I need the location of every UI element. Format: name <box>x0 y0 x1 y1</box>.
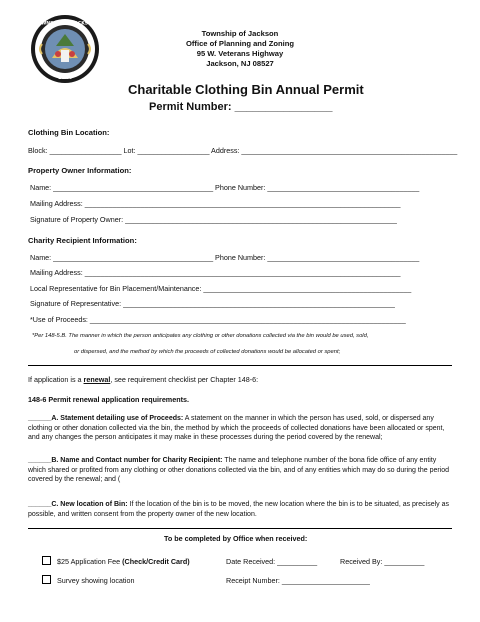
proceeds-note-line-1: *Per 148-5.B. The manner in which the person anticipates any clothing or other donations collected via the bin would be used, sold, <box>32 333 369 339</box>
use-of-proceeds-row[interactable]: *Use of Proceeds: _______________________________________________________________________________ <box>30 315 406 324</box>
fee-label <box>57 557 190 566</box>
renewal-item-c[interactable] <box>28 500 452 519</box>
renewal-intro <box>28 375 258 384</box>
seal-top-text: TOWNSHIP OF JACKSON <box>34 21 96 27</box>
header-line-4: Jackson, NJ 08527 <box>206 59 274 68</box>
charity-name-phone-row[interactable]: Name: ________________________________________ Phone Number: ______________________________________ <box>30 253 420 262</box>
receipt-number-field[interactable]: Receipt Number: ______________________ <box>226 576 370 585</box>
section-divider <box>28 365 452 366</box>
item-b-label: ______B. Name and Contact number for Charity Recipient: <box>28 457 223 464</box>
office-heading: To be completed by Office when received: <box>164 534 308 543</box>
proceeds-note-line-2: or dispersed, and the method by which the proceeds of collected donations would be allocated or spent; <box>74 349 341 355</box>
header-line-2: Office of Planning and Zoning <box>186 39 294 48</box>
seal-graphic <box>30 14 100 84</box>
fee-checkbox[interactable] <box>42 556 51 565</box>
item-b-text: The name and telephone number of the bona fide office of any entity which shared or profited from any clothing or other donations collected via the bin, and of any entities which may do so during the period covered by the renewal; and ( <box>28 457 450 484</box>
permit-number-field[interactable]: Permit Number: ________________ <box>149 101 333 113</box>
fee-label-bold: (Check/Credit Card) <box>122 557 190 566</box>
charity-mailing-row[interactable]: Mailing Address: _______________________________________________________________________________ <box>30 268 401 277</box>
date-received-field[interactable]: Date Received: __________ <box>226 557 318 566</box>
renewal-intro-before: If application is a <box>28 375 84 384</box>
renewal-requirements-heading: 148-6 Permit renewal application requirements. <box>28 395 189 404</box>
owner-signature-row[interactable]: Signature of Property Owner: ____________________________________________________________________ <box>30 215 397 224</box>
item-c-label: ______C. New location of Bin: <box>28 501 128 508</box>
property-owner-heading: Property Owner Information: <box>28 166 132 175</box>
item-a-text: A statement on the manner in which the person has used, sold, or dispersed any clothing or other donation collected via the bin, the method by which the proceeds of collected donations have been allocated or spent, and any changes the person anticipates it may make in these processes during the period covered by the renewal; <box>28 415 445 442</box>
item-c-text: If the location of the bin is to be moved, the new location where the bin is to be situated, as precisely as possible, and written consent from the property owner of the new location. <box>28 501 450 518</box>
owner-mailing-row[interactable]: Mailing Address: _______________________________________________________________________________ <box>30 199 401 208</box>
header-line-3: 95 W. Veterans Highway <box>196 49 284 58</box>
survey-checkbox[interactable] <box>42 575 51 584</box>
item-a-label: ______A. Statement detailing use of Proceeds: <box>28 415 184 422</box>
clothing-bin-location-row[interactable]: Block: __________________ Lot: __________________ Address: ______________________________________________________ <box>28 146 458 155</box>
charity-signature-row[interactable]: Signature of Representative: ____________________________________________________________________ <box>30 299 395 308</box>
renewal-item-b[interactable] <box>28 456 452 485</box>
renewal-intro-after: , see requirement checklist per Chapter 148-6: <box>110 375 259 384</box>
clothing-bin-heading: Clothing Bin Location: <box>28 128 110 137</box>
renewal-item-a[interactable] <box>28 414 452 443</box>
survey-label: Survey showing location <box>57 576 135 585</box>
seal-year: 1844 <box>58 75 72 81</box>
form-title: Charitable Clothing Bin Annual Permit <box>128 82 364 97</box>
fee-label-text: $25 Application Fee <box>57 557 123 566</box>
charity-local-rep-row[interactable]: Local Representative for Bin Placement/Maintenance: ____________________________________________________ <box>30 284 412 293</box>
received-by-field[interactable]: Received By: __________ <box>340 557 425 566</box>
header-line-1: Township of Jackson <box>201 29 279 38</box>
renewal-word: renewal <box>83 375 111 384</box>
charity-heading: Charity Recipient Information: <box>28 236 137 245</box>
office-divider <box>28 528 452 529</box>
header-block <box>160 29 320 69</box>
owner-name-phone-row[interactable]: Name: ________________________________________ Phone Number: ______________________________________ <box>30 183 420 192</box>
township-seal <box>30 14 100 84</box>
